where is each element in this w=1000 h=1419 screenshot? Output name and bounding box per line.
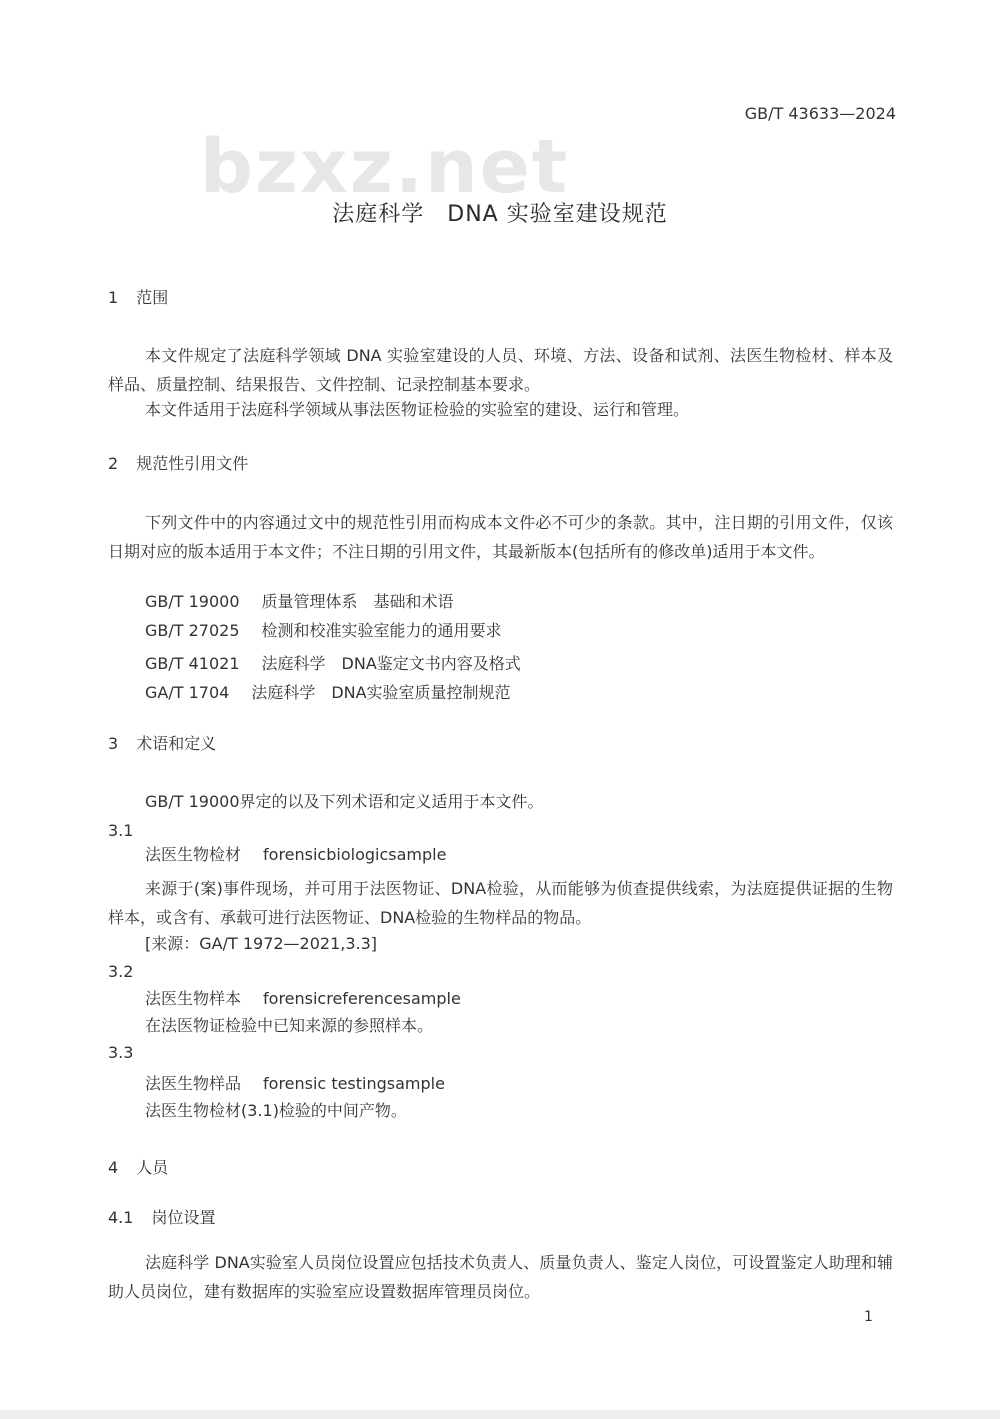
reference-title: 法庭科学 DNA实验室质量控制规范 [251,683,511,702]
reference-item [145,592,454,612]
term-entry [145,989,461,1009]
section-3-heading [108,734,216,754]
reference-code: GB/T 41021 [145,654,240,673]
term-definition: 来源于(案)事件现场，并可用于法医物证、DNA检验，从而能够为侦查提供线索，为法庭提供证据的生物样本，或含有、承载可进行法医物证、DNA检验的生物样品的物品。 [108,879,893,927]
term-entry [145,845,446,865]
section-title: 术语和定义 [136,734,217,753]
section-1-paragraph-2: 本文件适用于法庭科学领域从事法医物证检验的实验室的建设、运行和管理。 [145,400,690,419]
term-chinese: 法医生物样本 [145,989,242,1008]
watermark-logo: bzxz.net [200,124,570,210]
section-1-paragraph-1: 本文件规定了法庭科学领域 DNA 实验室建设的人员、环境、方法、设备和试剂、法医生物检材、样本及样品、质量控制、结果报告、文件控制、记录控制基本要求。 [108,346,893,394]
term-definition: 在法医物证检验中已知来源的参照样本。 [145,1016,434,1035]
subsection-4-1-heading [108,1208,215,1228]
document-title: 法庭科学 DNA 实验室建设规范 [332,202,668,227]
section-2-paragraph-1: 下列文件中的内容通过文中的规范性引用而构成本文件必不可少的条款。其中，注日期的引用文件，仅该日期对应的版本适用于本文件；不注日期的引用文件，其最新版本(包括所有的修改单)适用于本文件。 [108,513,893,561]
reference-code: GB/T 27025 [145,621,240,640]
section-4-paragraph-1: 法庭科学 DNA实验室人员岗位设置应包括技术负责人、质量负责人、鉴定人岗位，可设置鉴定人助理和辅助人员岗位，建有数据库的实验室应设置数据库管理员岗位。 [108,1253,893,1301]
term-number: 3.3 [108,1043,134,1062]
section-title: 规范性引用文件 [136,454,249,473]
section-4-heading [108,1158,168,1178]
term-english: forensicreferencesample [263,989,461,1008]
term-definition: 法医生物检材(3.1)检验的中间产物。 [145,1101,407,1120]
term-english: forensic testingsample [263,1074,445,1093]
section-title: 人员 [136,1158,169,1177]
term-number: 3.1 [108,821,134,840]
term-number: 3.2 [108,962,134,981]
page-number: 1 [864,1309,873,1325]
section-title: 范围 [136,288,169,307]
reference-title: 法庭科学 DNA鉴定文书内容及格式 [261,654,521,673]
section-number: 1 [108,288,119,307]
section-number: 3 [108,734,119,753]
standard-number: GB/T 43633—2024 [744,104,896,123]
subsection-title: 岗位设置 [151,1208,216,1227]
term-entry [145,1074,445,1094]
reference-code: GA/T 1704 [145,683,230,702]
section-1-heading [108,288,168,308]
reference-title: 检测和校准实验室能力的通用要求 [261,621,502,640]
reference-title: 质量管理体系 基础和术语 [261,592,454,611]
term-source: [来源：GA/T 1972—2021,3.3] [145,934,378,953]
section-number: 2 [108,454,119,473]
subsection-number: 4.1 [108,1208,134,1227]
section-2-heading [108,454,248,474]
term-english: forensicbiologicsample [263,845,447,864]
page-bottom-edge [0,1410,1000,1419]
term-chinese: 法医生物样品 [145,1074,242,1093]
section-3-intro: GB/T 19000界定的以及下列术语和定义适用于本文件。 [145,792,544,811]
reference-code: GB/T 19000 [145,592,240,611]
reference-item [145,683,511,703]
section-number: 4 [108,1158,119,1177]
term-chinese: 法医生物检材 [145,845,242,864]
reference-item [145,621,502,641]
reference-item [145,654,521,674]
